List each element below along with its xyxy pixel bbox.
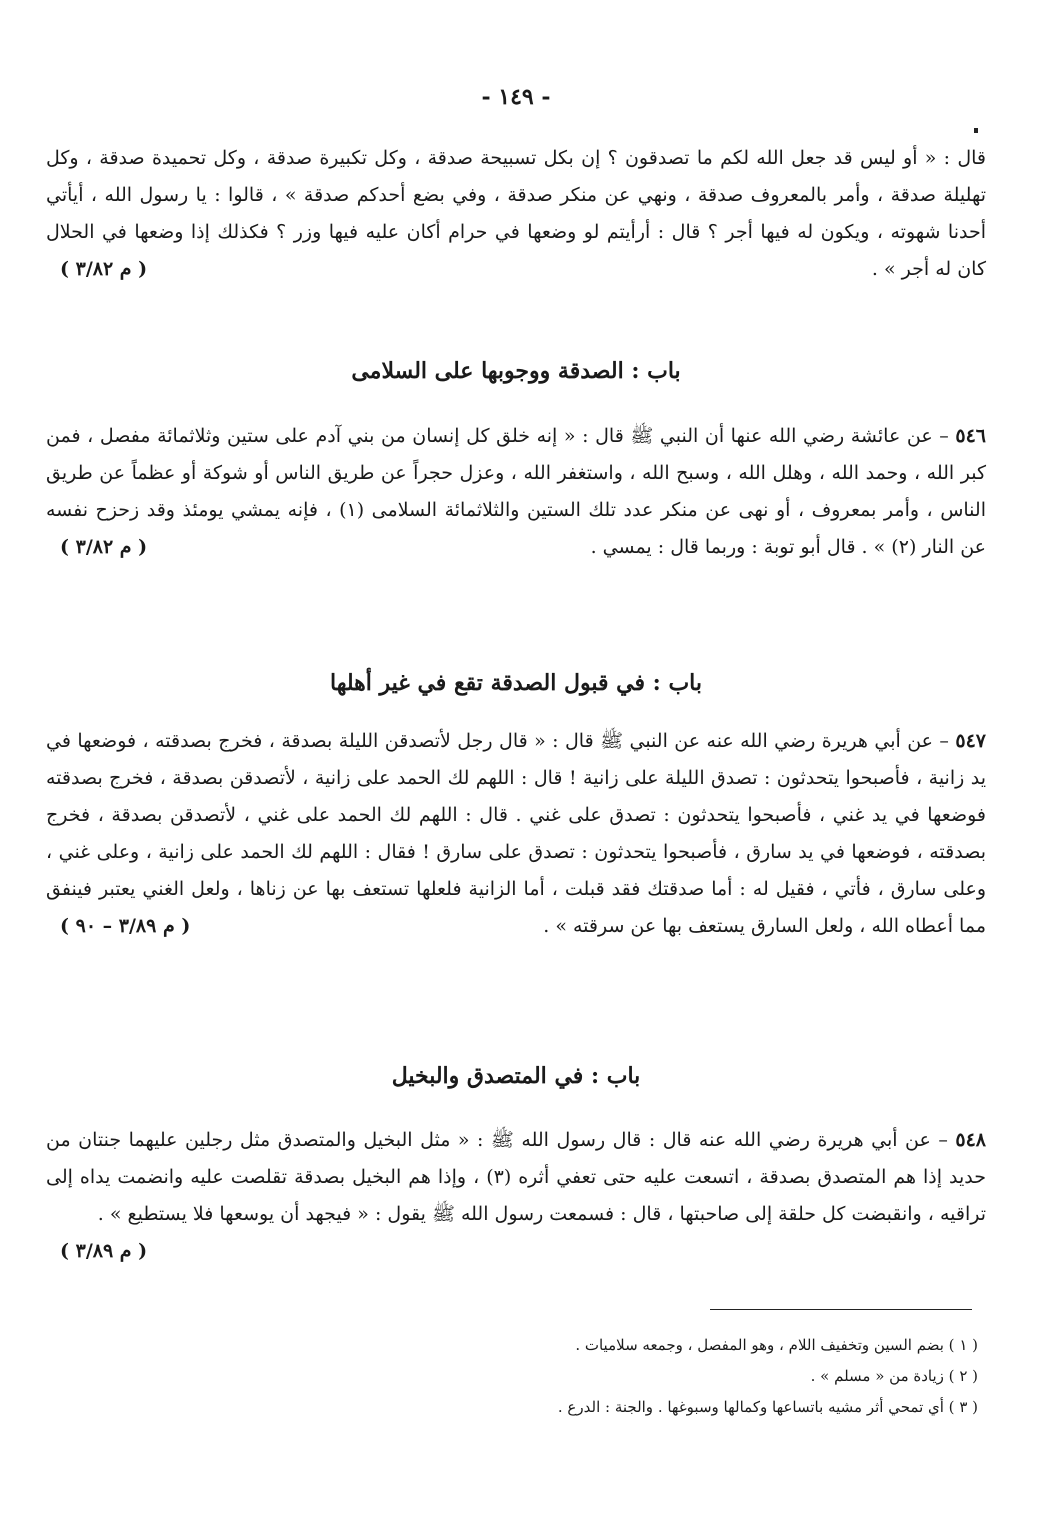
hadith-number: ٥٤٧ — [955, 730, 986, 752]
footnote: ( ٢ ) زيادة من « مسلم » . — [810, 1367, 978, 1385]
document-page — [46, 0, 986, 1535]
hadith-546 — [46, 418, 986, 566]
paragraph-text: قال : « أو ليس قد جعل الله لكم ما تصدقون ؟ إن بكل تسبيحة صدقة ، وكل تكبيرة صدقة ، وكل تحميدة صدقة ، وكل تهليلة صدقة ، وأمر بالمعروف صدقة ، ونهي عن منكر صدقة ، وفي بضع أحدكم صدقة » ، قالوا : يا رسول الله ، أيأتي أحدنا شهوته ، ويكون له فيها أجر ؟ قال : أرأيتم لو وضعها في حرام أكان عليه فيها وزر ؟ فكذلك إذا وضعها في الحلال كان له أجر » . — [46, 147, 986, 280]
chapter-heading: باب : في المتصدق والبخيل — [391, 1063, 641, 1089]
footnote: ( ٣ ) أي تمحي أثر مشيه باتساعها وكمالها وسبوغها . والجنة : الدرع . — [557, 1398, 978, 1416]
source-reference: ( م ٣/٨٢ ) — [60, 258, 148, 280]
chapter-heading: باب : الصدقة ووجوبها على السلامى — [351, 358, 681, 384]
source-reference: ( م ٣/٨٢ ) — [60, 536, 148, 558]
margin-mark — [974, 128, 978, 133]
footnote: ( ١ ) بضم السين وتخفيف اللام ، وهو المفصل ، وجمعه سلاميات . — [575, 1336, 978, 1354]
source-reference: ( م ٣/٨٩ – ٩٠ ) — [60, 915, 191, 937]
hadith-number: ٥٤٨ — [955, 1129, 986, 1151]
footnote-divider — [710, 1309, 972, 1310]
continuation-paragraph — [46, 140, 986, 288]
hadith-text: – عن أبي هريرة رضي الله عنه عن النبي ﷺ قال : « قال رجل لأتصدقن الليلة بصدقة ، فخرج بصدقته ، فوضعها في يد زانية ، فأصبحوا يتحدثون : تصدق الليلة على زانية ! قال : اللهم لك الحمد على زانية ، لأتصدقن بصدقة ، فخرج بصدقته فوضعها في يد غني ، فأصبحوا يتحدثون : تصدق على غني . قال : اللهم لك الحمد على غني ، لأتصدقن بصدقة ، فخرج بصدقته ، فوضعها في يد سارق ، فأصبحوا يتحدثون : تصدق على سارق ! فقال : اللهم لك الحمد على زانية ، وعلى غني ، وعلى سارق ، فأتي ، فقيل له : أما صدقتك فقد قبلت ، أما الزانية فلعلها تستعف بها عن زناها ، ولعل الغني يعتبر فينفق مما أعطاه الله ، ولعل السارق يستعف بها عن سرقته » . — [46, 730, 986, 937]
page-number: - ١٤٩ - — [481, 84, 551, 110]
hadith-548 — [46, 1122, 986, 1270]
hadith-text: – عن عائشة رضي الله عنها أن النبي ﷺ قال : « إنه خلق كل إنسان من بني آدم على ستين وثلاثمائة مفصل ، فمن كبر الله ، وحمد الله ، وهلل الله ، وسبح الله ، واستغفر الله ، وعزل حجراً عن طريق الناس أو شوكة أو عظماً عن طريق الناس ، وأمر بمعروف ، أو نهى عن منكر عدد تلك الستين والثلاثمائة السلامى (١) ، فإنه يمشي يومئذ وقد زحزح نفسه عن النار (٢) » . قال أبو توبة : وربما قال : يمسي . — [46, 425, 986, 558]
hadith-547 — [46, 723, 986, 945]
chapter-heading: باب : في قبول الصدقة تقع في غير أهلها — [330, 670, 702, 696]
footnotes — [46, 1330, 986, 1423]
source-reference: ( م ٣/٨٩ ) — [60, 1240, 148, 1262]
hadith-text: – عن أبي هريرة رضي الله عنه قال : قال رسول الله ﷺ : « مثل البخيل والمتصدق مثل رجلين عليهما جنتان من حديد إذا هم المتصدق بصدقة ، اتسعت عليه حتى تعفي أثره (٣) ، وإذا هم البخيل بصدقة تقلصت عليه وانضمت يداه إلى تراقيه ، وانقبضت كل حلقة إلى صاحبتها ، قال : فسمعت رسول الله ﷺ يقول : « فيجهد أن يوسعها فلا يستطيع » . — [46, 1129, 986, 1225]
hadith-number: ٥٤٦ — [955, 425, 986, 447]
